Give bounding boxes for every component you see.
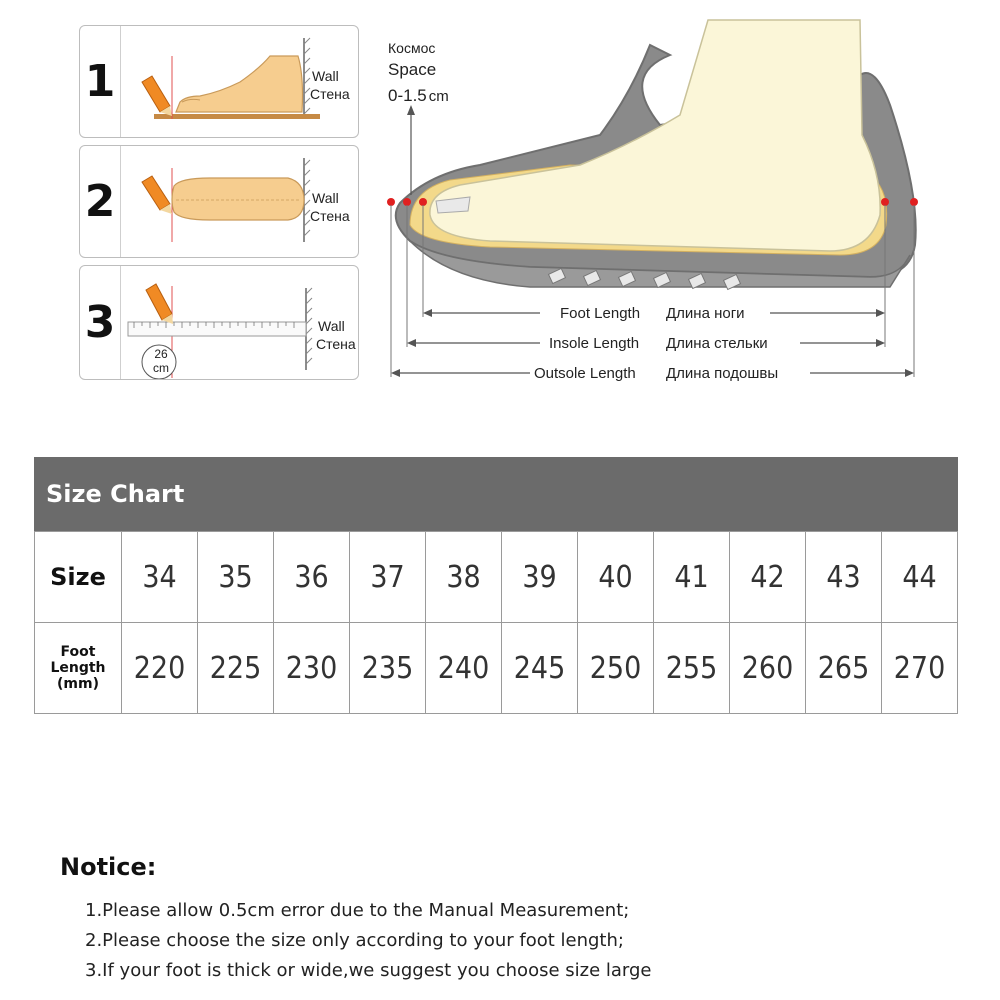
step-panel-1 — [79, 25, 359, 138]
step-number: 1 — [80, 26, 121, 137]
wall-icon — [306, 288, 312, 364]
marker-dot — [881, 198, 889, 206]
size-cell: 35 — [198, 532, 274, 623]
size-cell: 36 — [274, 532, 350, 623]
foot-icon — [176, 56, 303, 112]
insole-length-label-ru: Длина стельки — [666, 335, 768, 352]
wall-icon — [304, 160, 310, 236]
marker-dot — [403, 198, 411, 206]
foot-length-cell: 220 — [122, 623, 198, 714]
foot-length-cell: 250 — [578, 623, 654, 714]
space-label-ru: Космос — [388, 40, 436, 56]
foot-length-cell: 260 — [730, 623, 806, 714]
wall-label-ru: Стена — [316, 336, 356, 352]
ruler-value: 26 — [154, 347, 168, 361]
size-row — [35, 532, 958, 623]
wall-icon — [304, 38, 310, 114]
foot-icon — [172, 178, 304, 220]
wall-label: Wall — [312, 190, 339, 206]
size-cell: 43 — [806, 532, 882, 623]
foot-length-cell: 270 — [882, 623, 958, 714]
notice-line-1: 1.Please allow 0.5cm error due to the Manual Measurement; — [85, 900, 630, 921]
foot-length-cell: 225 — [198, 623, 274, 714]
wall-label: Wall — [312, 68, 339, 84]
size-cell: 42 — [730, 532, 806, 623]
size-cell: 34 — [122, 532, 198, 623]
marker-dot — [910, 198, 918, 206]
floor-icon — [154, 114, 320, 119]
space-label-en: Space — [388, 60, 437, 79]
size-cell: 37 — [350, 532, 426, 623]
size-row-label: Size — [35, 532, 122, 623]
foot-length-cell: 235 — [350, 623, 426, 714]
size-cell: 39 — [502, 532, 578, 623]
notice-line-2: 2.Please choose the size only according to your foot length; — [85, 930, 624, 951]
size-cell: 40 — [578, 532, 654, 623]
foot-length-cell: 245 — [502, 623, 578, 714]
size-cell: 41 — [654, 532, 730, 623]
foot-length-label-ru: Длина ноги — [666, 305, 745, 322]
outsole-length-label-ru: Длина подошвы — [666, 365, 779, 382]
step-panel-3 — [79, 265, 359, 380]
outsole-length-label-en: Outsole Length — [534, 365, 636, 382]
ruler-unit: cm — [153, 361, 169, 375]
pencil-icon — [142, 176, 172, 214]
foot-length-cell: 255 — [654, 623, 730, 714]
step-number: 2 — [80, 146, 121, 257]
size-chart-title: Size Chart — [34, 457, 958, 531]
foot-length-cell: 265 — [806, 623, 882, 714]
size-table — [34, 531, 958, 714]
step-panel-2 — [79, 145, 359, 258]
marker-dot — [419, 198, 427, 206]
foot-length-cell: 240 — [426, 623, 502, 714]
foot-length-row-label: Foot Length (mm) — [35, 623, 122, 714]
size-cell: 38 — [426, 532, 502, 623]
wall-label-ru: Стена — [310, 86, 350, 102]
notice-title: Notice: — [60, 853, 157, 881]
insole-length-label-en: Insole Length — [549, 335, 640, 352]
size-cell: 44 — [882, 532, 958, 623]
notice-line-3: 3.If your foot is thick or wide,we suggest you choose size large — [85, 960, 652, 981]
shoe-diagram — [370, 15, 930, 385]
ruler-icon — [128, 322, 306, 336]
pencil-icon — [146, 284, 173, 324]
wall-label: Wall — [318, 318, 345, 334]
step-number: 3 — [80, 266, 121, 379]
space-value: 0-1.5 cm — [388, 86, 449, 105]
foot-length-label-en: Foot Length — [560, 305, 641, 322]
foot-length-cell: 230 — [274, 623, 350, 714]
size-chart — [34, 457, 958, 714]
pencil-icon — [142, 76, 172, 116]
wall-label-ru: Стена — [310, 208, 350, 224]
marker-dot — [387, 198, 395, 206]
foot-length-row — [35, 623, 958, 714]
